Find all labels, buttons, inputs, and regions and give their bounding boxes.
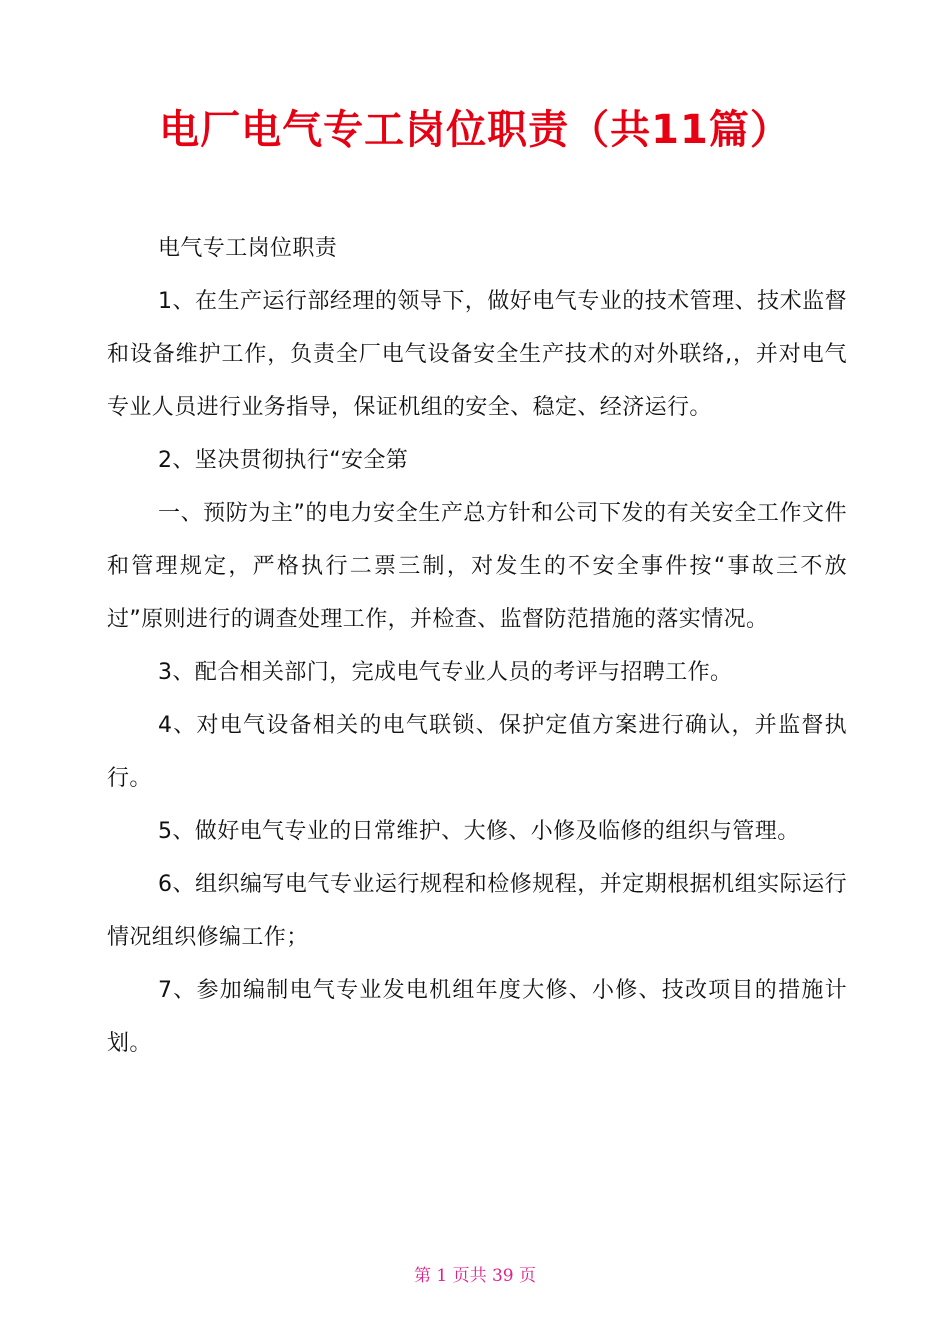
paragraph-item-7: 7、参加编制电气专业发电机组年度大修、小修、技改项目的措施计划。 [107, 978, 847, 1056]
paragraph-item-1: 1、在生产运行部经理的领导下，做好电气专业的技术管理、技术监督和设备维护工作，负责全厂电气设备安全生产技术的对外联络,，并对电气专业人员进行业务指导，保证机组的安全、稳定、经济运行。 [107, 289, 847, 420]
document-title: 电厂电气专工岗位职责（共11篇） [159, 107, 791, 153]
paragraph-item-3: 3、配合相关部门，完成电气专业人员的考评与招聘工作。 [158, 660, 733, 685]
paragraph-item-6: 6、组织编写电气专业运行规程和检修规程，并定期根据机组实际运行情况组织修编工作； [107, 872, 847, 950]
section-heading: 电气专工岗位职责 [158, 236, 338, 261]
paragraph-item-5: 5、做好电气专业的日常维护、大修、小修及临修的组织与管理。 [158, 819, 800, 844]
paragraph-item-2: 2、坚决贯彻执行“安全第 [158, 448, 409, 473]
page-footer: 第 1 页共 39 页 [413, 1266, 537, 1286]
paragraph-item-2-continued: 一、预防为主”的电力安全生产总方针和公司下发的有关安全工作文件和管理规定，严格执行二票三制，对发生的不安全事件按“事故三不放过”原则进行的调查处理工作，并检查、监督防范措施的落实情况。 [107, 501, 847, 632]
document-body [107, 222, 847, 1070]
paragraph-item-4: 4、对电气设备相关的电气联锁、保护定值方案进行确认，并监督执行。 [107, 713, 847, 791]
